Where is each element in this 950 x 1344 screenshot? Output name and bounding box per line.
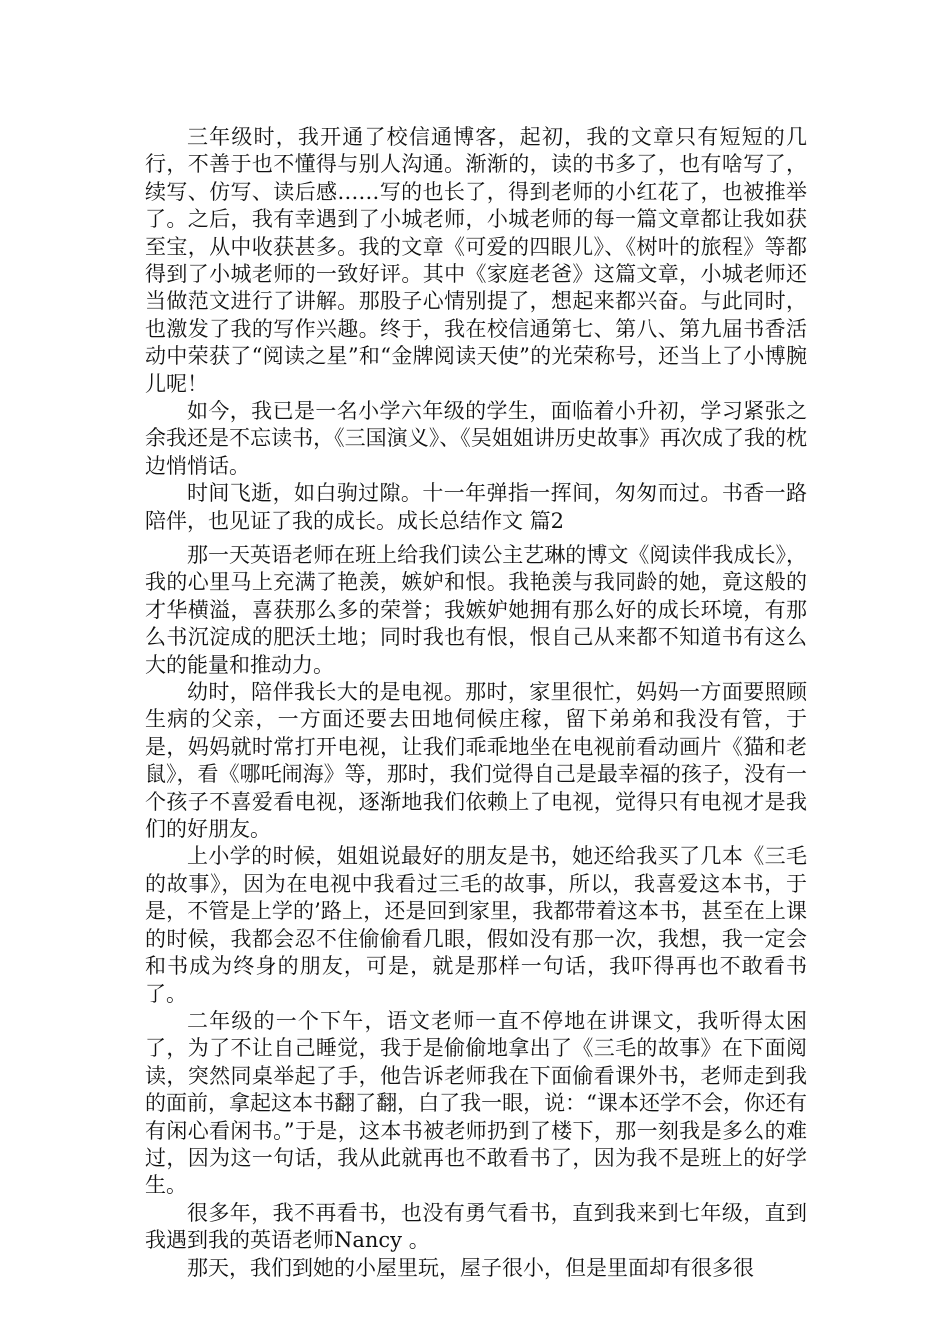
paragraph: 上小学的时候，姐姐说最好的朋友是书，她还给我买了几本《三毛的故事》，因为在电视中我看过三毛的故事，所以，我喜爱这本书，于是，不管是上学的’路上，还是回到家里，我都带着这本书，甚至在上课的时候，我都会忍不住偷偷看几眼，假如没有那一次，我想，我一定会和书成为终身的朋友，可是，就是那样一句话，我吓得再也不敢看书了。 <box>145 844 807 1006</box>
essay-section-1 <box>145 124 807 535</box>
paragraph: 那天，我们到她的小屋里玩，屋子很小，但是里面却有很多很 <box>187 1255 754 1280</box>
paragraph: 如今，我已是一名小学六年级的学生，面临着小升初，学习紧张之余我还是不忘读书，《三国演义》、《吴姐姐讲历史故事》再次成了我的枕边悄悄话。 <box>145 399 807 478</box>
paragraph: 时间飞逝，如白驹过隙。十一年弹指一挥间，匆匆而过。书香一路陪伴，也见证了我的成长。成长总结作文 篇2 <box>145 481 807 533</box>
paragraph: 三年级时，我开通了校信通博客，起初，我的文章只有短短的几行，不善于也不懂得与别人沟通。渐渐的，读的书多了，也有啥写了，续写、仿写、读后感……写的也长了，得到老师的小红花了，也被推举了。之后，我有幸遇到了小城老师，小城老师的每一篇文章都让我如获至宝，从中收获甚多。我的文章《可爱的四眼儿》、《树叶的旅程》等都得到了小城老师的一致好评。其中《家庭老爸》这篇文章，小城老师还当做范文进行了讲解。那股子心情别提了，想起来都兴奋。与此同时，也激发了我的写作兴趣。终于，我在校信通第七、第八、第九届书香活动中荣获了“阅读之星”和“金牌阅读天使”的光荣称号，还当上了小博腕儿呢！ <box>145 125 807 396</box>
paragraph: 幼时，陪伴我长大的是电视。那时，家里很忙，妈妈一方面要照顾生病的父亲，一方面还要去田地伺候庄稼，留下弟弟和我没有管，于是，妈妈就时常打开电视，让我们乖乖地坐在电视前看动画片《猫和老鼠》，看《哪吒闹海》等，那时，我们觉得自己是最幸福的孩子，没有一个孩子不喜爱看电视，逐渐地我们依赖上了电视，觉得只有电视才是我们的好朋友。 <box>145 680 807 842</box>
paragraph: 二年级的一个下午，语文老师一直不停地在讲课文，我听得太困了，为了不让自己睡觉，我于是偷偷地拿出了《三毛的故事》在下面阅读，突然同桌举起了手，他告诉老师我在下面偷看课外书，老师走到我的面前，拿起这本书翻了翻，白了我一眼，说：“课本还学不会，你还有有闲心看闲书。”于是，这本书被老师扔到了楼下，那一刻我是多么的难过，因为这一句话，我从此就再也不敢看书了，因为我不是班上的好学生。 <box>145 1008 807 1198</box>
paragraph: 那一天英语老师在班上给我们读公主艺琳的博文《阅读伴我成长》，我的心里马上充满了艳羡，嫉妒和恨。我艳羡与我同龄的她，竟这般的才华横溢，喜获那么多的荣誉；我嫉妒她拥有那么好的成长环境，有那么书沉淀成的肥沃土地；同时我也有恨，恨自己从来都不知道书有这么大的能量和推动力。 <box>145 543 807 677</box>
paragraph: 很多年，我不再看书，也没有勇气看书，直到我来到七年级，直到我遇到我的英语老师Nancy 。 <box>145 1200 807 1253</box>
essay-section-2 <box>145 542 807 1282</box>
